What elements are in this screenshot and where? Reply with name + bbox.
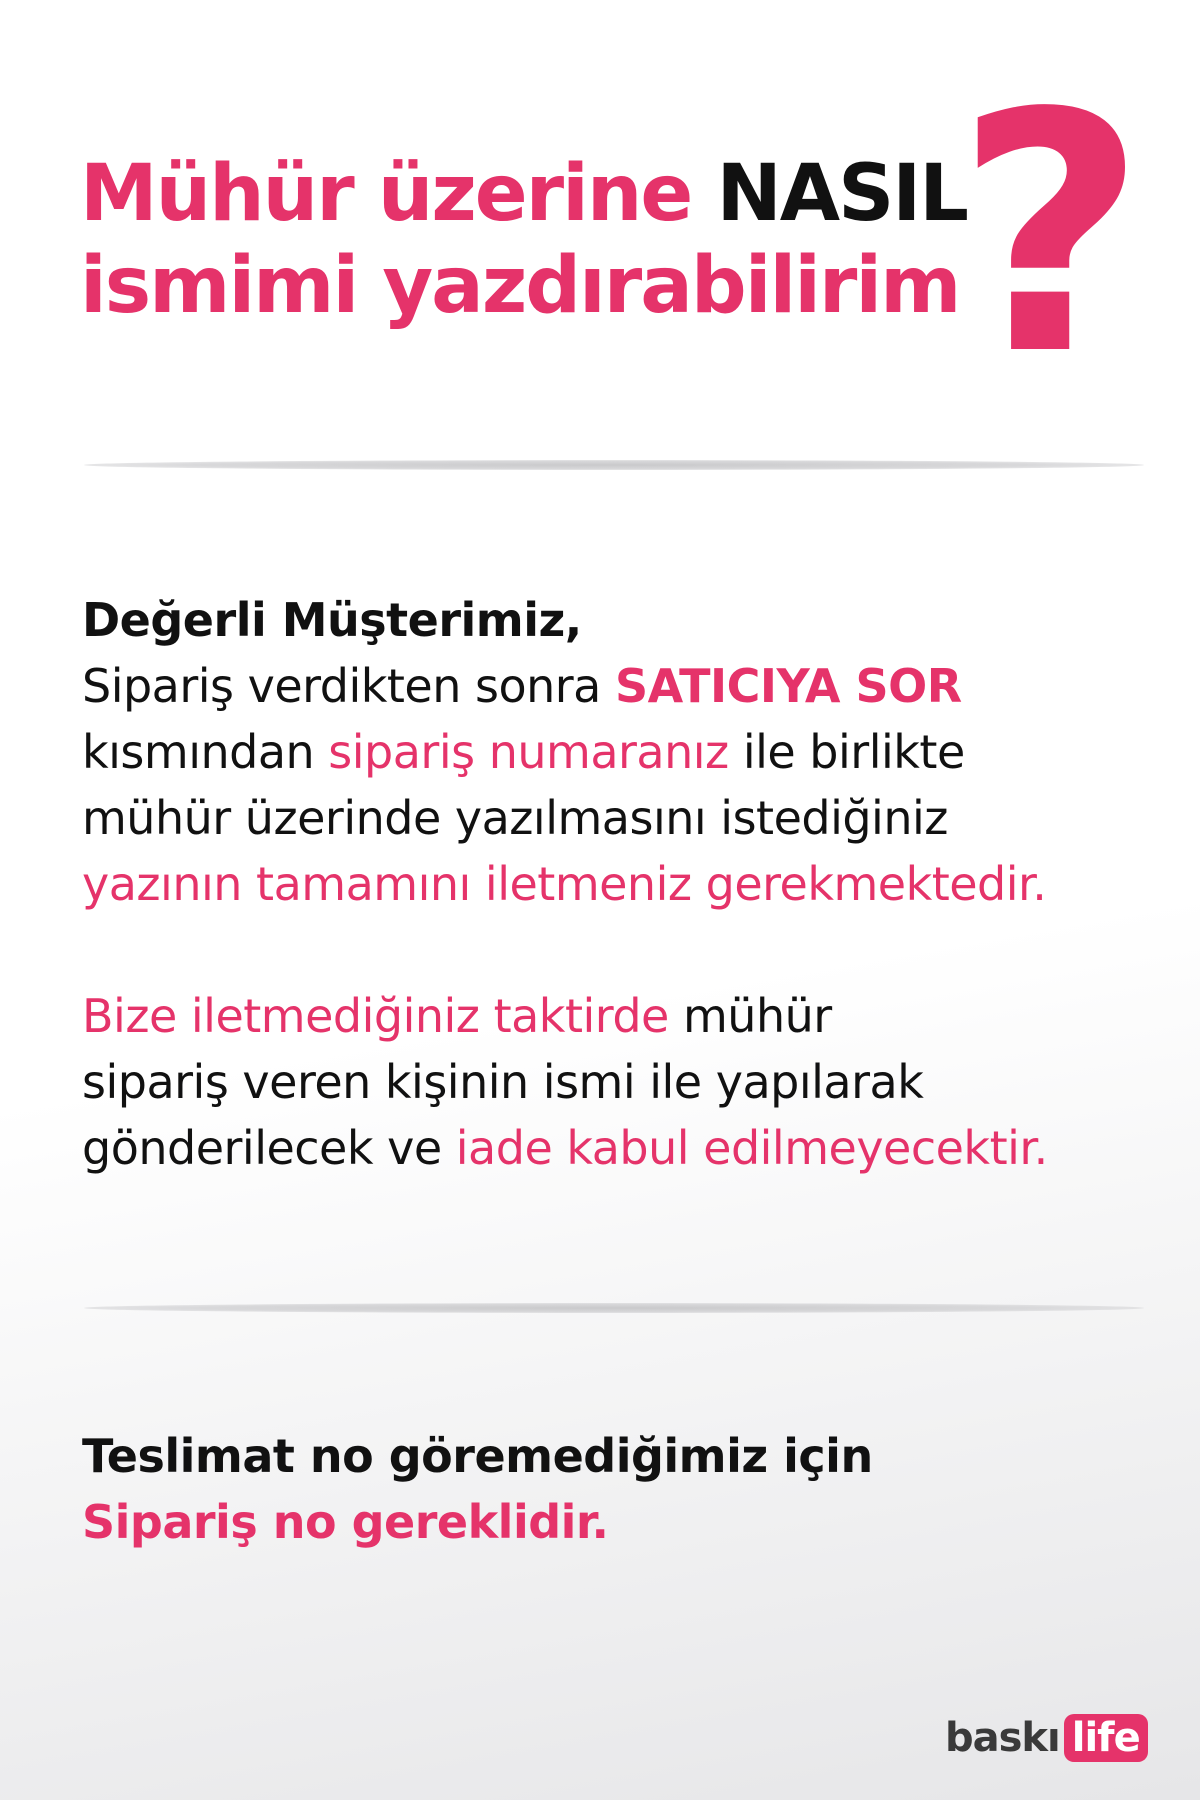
greeting: Değerli Müşterimiz, xyxy=(82,593,582,647)
notice-text: gönderilecek ve xyxy=(82,1121,442,1175)
footer-note xyxy=(82,1423,873,1555)
footer-note-line2: Sipariş no gereklidir. xyxy=(82,1495,609,1549)
no-return-highlight: iade kabul edilmeyecektir. xyxy=(455,1121,1048,1175)
ask-seller-highlight: SATICIYA SOR xyxy=(615,659,962,713)
notice-line-7 xyxy=(82,1115,1048,1181)
logo-text: baskı xyxy=(945,1715,1060,1761)
notice-block xyxy=(82,587,1048,1181)
title-line2: ismimi yazdırabilirim xyxy=(80,241,960,331)
notice-text: mühür xyxy=(682,989,832,1043)
notice-text: Sipariş verdikten sonra xyxy=(82,659,601,713)
divider-bottom xyxy=(84,1303,1144,1313)
divider-top xyxy=(84,460,1144,470)
notice-line-6: sipariş veren kişinin ismi ile yapılarak xyxy=(82,1055,924,1109)
notice-line-1 xyxy=(82,653,1048,719)
warning-highlight: Bize iletmediğiniz taktirde xyxy=(82,989,669,1043)
notice-line-4: yazının tamamını iletmeniz gerekmektedir. xyxy=(82,857,1047,911)
brand-logo xyxy=(945,1712,1148,1764)
notice-line-2 xyxy=(82,719,1048,785)
notice-text: kısmından xyxy=(82,725,315,779)
footer-note-line1: Teslimat no göremediğimiz için xyxy=(82,1429,873,1483)
logo-badge: life xyxy=(1064,1714,1148,1762)
notice-text: ile birlikte xyxy=(742,725,965,779)
paragraph-spacer xyxy=(82,917,1048,983)
title-line1-dark: NASIL xyxy=(716,149,967,239)
page-title xyxy=(80,148,967,332)
question-mark-icon: ? xyxy=(955,43,1147,427)
order-number-highlight: sipariş numaranız xyxy=(328,725,729,779)
title-line1-pink: Mühür üzerine xyxy=(80,149,692,239)
notice-line-5 xyxy=(82,983,1048,1049)
notice-line-3: mühür üzerinde yazılmasını istediğiniz xyxy=(82,791,948,845)
